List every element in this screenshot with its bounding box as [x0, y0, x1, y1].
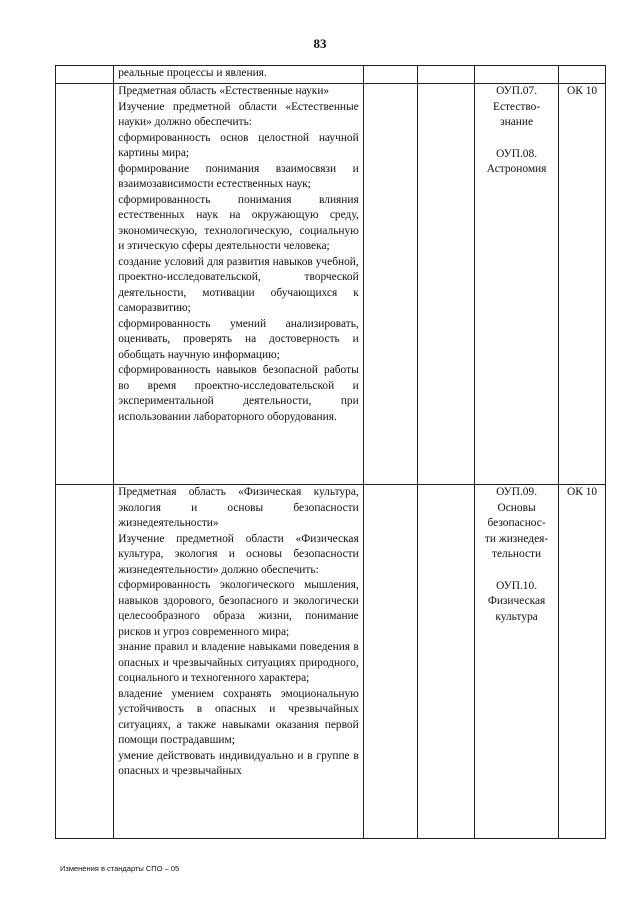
table-cell — [417, 485, 474, 839]
subject-name-line: безопаснос- — [487, 517, 546, 529]
paragraph: сформированность умений анализировать, оценивать, проверять на достоверность и обобщать научную информацию; — [118, 317, 359, 361]
paragraph: знание правил и владение навыками поведения в опасных и чрезвычайных ситуациях природного, социального и техногенного характера; — [118, 641, 359, 684]
paragraph: Предметная область «Физическая культура, экология и основы безопасности жизнедеятельности» — [118, 486, 359, 529]
paragraph: умение действовать индивидуально и в группе в опасных и чрезвычайных — [118, 749, 359, 777]
table-row — [56, 66, 606, 84]
table-cell — [363, 485, 417, 839]
subject-name-line: Естество- — [492, 100, 541, 113]
table-cell — [56, 485, 114, 839]
subject-code: ОУП.10. — [496, 579, 538, 592]
paragraph: сформированность понимания влияния естественных наук на окружающую среду, экономическую, технологическую, социальную и этическую сферы деятельности человека; — [118, 193, 359, 252]
subject-name-line: Физическая — [487, 595, 546, 607]
subject-name-line: тельности — [492, 548, 542, 560]
physical-culture-description — [114, 485, 364, 839]
standards-table — [55, 65, 606, 839]
subject-code: ОУП.08. — [496, 147, 538, 160]
competency-code: ОК 10 — [559, 84, 606, 485]
table-cell — [474, 66, 558, 84]
paragraph: владение умением сохранять эмоциональную устойчивость в опасных и чрезвычайных ситуациях, а также навыками оказания первой помощи пострадавшим; — [118, 687, 359, 746]
table-row — [56, 84, 606, 485]
paragraph: Изучение предметной области «Естественные науки» должно обеспечить: — [118, 100, 359, 128]
subject-code: ОУП.07. — [496, 85, 538, 97]
subject-name-line: ти жизнедея- — [484, 532, 549, 545]
paragraph: формирование понимания взаимосвязи и взаимозависимости естественных наук; — [118, 162, 359, 190]
row-text-continuation: реальные процессы и явления. — [114, 66, 364, 84]
footer-note: Изменения в стандарты СПО – 05 — [60, 864, 180, 873]
subject-code: ОУП.09. — [496, 486, 538, 498]
subject-name: Астрономия — [486, 163, 547, 175]
table-cell — [56, 66, 114, 84]
subject-name-line: культура — [495, 610, 538, 623]
paragraph: сформированность экологического мышления, навыков здорового, безопасного и экологически целесообразного образа жизни, понимание рисков и угроз современного мира; — [118, 579, 359, 638]
table-cell — [417, 66, 474, 84]
competency-code: ОК 10 — [559, 485, 606, 839]
natural-sciences-description — [114, 84, 364, 485]
paragraph: создание условий для развития навыков учебной, проектно-исследовательской, творческой деятельности, мотивации обучающихся к саморазвитию; — [118, 255, 359, 314]
table-row — [56, 485, 606, 839]
table-cell — [559, 66, 606, 84]
subject-name-line: знание — [500, 116, 534, 128]
paragraph: Изучение предметной области «Физическая культура, экология и основы безопасности жизнедеятельности» должно обеспечить: — [118, 532, 359, 576]
table-cell — [417, 84, 474, 485]
table-cell — [363, 84, 417, 485]
subject-codes-cell — [474, 84, 558, 485]
subject-codes-cell — [474, 485, 558, 839]
paragraph: сформированность основ целостной научной картины мира; — [118, 131, 359, 159]
page-number: 83 — [313, 36, 327, 51]
paragraph: Предметная область «Естественные науки» — [118, 85, 330, 97]
paragraph: сформированность навыков безопасной работы во время проектно-исследовательской и экспериментальной деятельности, при использовании лабораторного оборудования. — [118, 364, 359, 423]
table-cell — [363, 66, 417, 84]
subject-name-line: Основы — [497, 501, 536, 514]
table-cell — [56, 84, 114, 485]
